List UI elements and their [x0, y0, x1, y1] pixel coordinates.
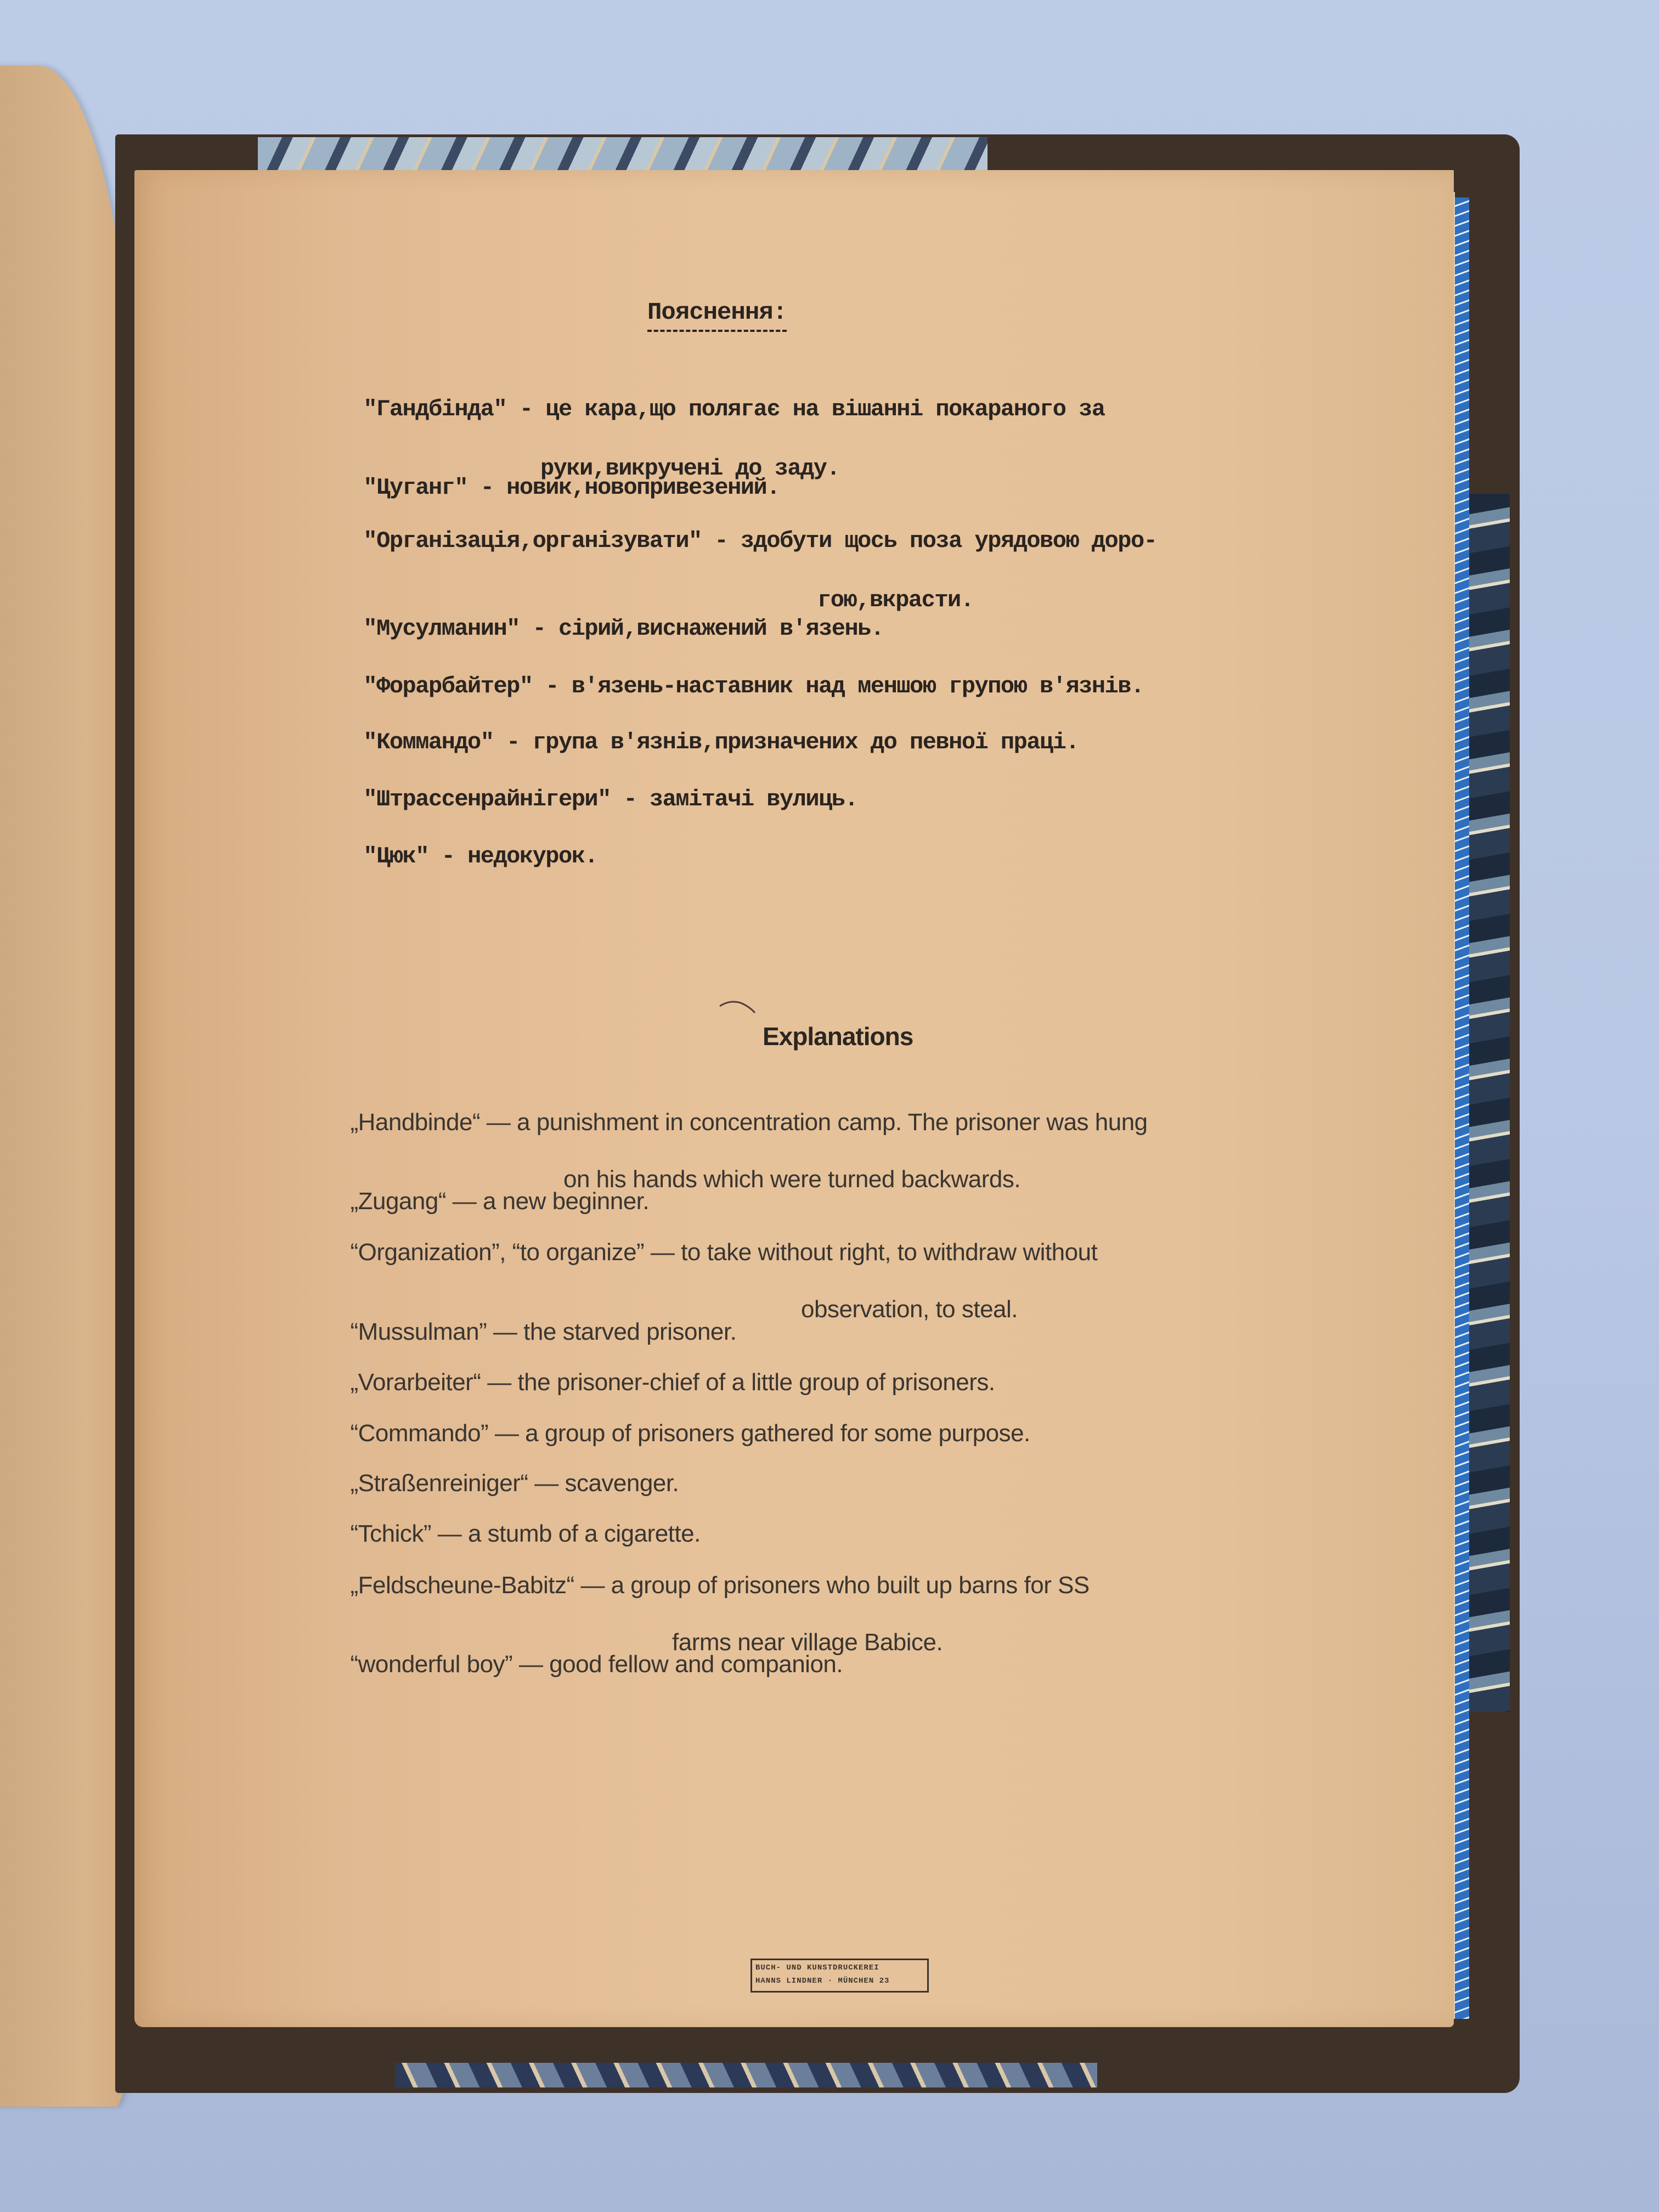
entry-definition: - в'язень-наставник над меншою групою в'язнів. [532, 673, 1144, 699]
entry-term: „Vorarbeiter“ [350, 1369, 481, 1396]
entry-definition: — a punishment in concentration camp. The prisoner was hung [480, 1109, 1148, 1136]
ua-entry-zugang [337, 443, 780, 503]
entry-term: „Feldscheune-Babitz“ [350, 1572, 574, 1599]
ua-entry-commando [337, 698, 1079, 757]
entry-term: “wonderful boy” [350, 1651, 513, 1678]
entry-definition: - група в'язнів,призначених до певної праці. [493, 729, 1079, 755]
ua-entry-vorarbeiter [337, 642, 1144, 701]
ua-entry-tchick [337, 812, 597, 871]
ua-entry-strassenreiniger [337, 755, 857, 814]
entry-term: “Commando” [350, 1420, 489, 1447]
entry-definition: — a group of prisoners gathered for some purpose. [488, 1420, 1030, 1447]
entry-definition: — the starved prisoner. [487, 1318, 737, 1345]
entry-term: "Форарбайтер" [363, 673, 533, 699]
stamp-line-1: BUCH- UND KUNSTDRUCKEREI [755, 1963, 879, 1972]
entry-definition: - замітачі вулиць. [610, 786, 858, 812]
entry-term: „Straßenreiniger“ [350, 1470, 528, 1497]
entry-continuation: гою,вкрасти. [817, 587, 974, 613]
entry-term: „Handbinde“ [350, 1109, 481, 1136]
en-entry-mussulman [337, 1289, 736, 1346]
entry-definition: - недокурок. [428, 843, 598, 870]
entry-term: “Mussulman” [350, 1318, 487, 1345]
entry-term: "Коммандо" [363, 729, 494, 755]
entry-definition: - новик,новопривезений. [467, 475, 780, 501]
entry-continuation: руки,викручені до заду. [540, 455, 840, 482]
entry-definition: - здобути щось поза урядовою доро- [701, 528, 1157, 554]
en-entry-commando [337, 1391, 1030, 1448]
entry-definition: - сірий,виснажений в'язень. [519, 616, 884, 642]
entry-definition: — the prisoner-chief of a little group of prisoners. [481, 1369, 995, 1396]
marbled-paper-bottom [395, 2063, 1097, 2087]
entry-continuation: on his hands which were turned backwards. [563, 1166, 1021, 1193]
entry-definition: - це кара,що полягає на вішанні покараного за [506, 396, 1105, 422]
blue-page-edge-strip [1454, 198, 1469, 2019]
en-entry-wonderful-boy [337, 1622, 843, 1679]
entry-definition: — scavenger. [528, 1470, 679, 1497]
en-entry-tchick [337, 1491, 701, 1548]
entry-definition: — a stumb of a cigarette. [431, 1520, 701, 1547]
entry-continuation: farms near village Babice. [672, 1629, 943, 1656]
entry-term: "Цюк" [363, 843, 428, 870]
en-entry-strassenreiniger [337, 1441, 679, 1498]
entry-term: "Штрассенрайнігери" [363, 786, 611, 812]
en-entry-vorarbeiter [337, 1340, 995, 1397]
entry-term: "Організація,організувати" [363, 528, 702, 554]
ua-entry-mussulman [337, 584, 884, 644]
english-section-title: Explanations [763, 1022, 913, 1051]
entry-term: "Цуганг" [363, 475, 468, 501]
entry-term: “Tchick” [350, 1520, 432, 1547]
entry-definition: — good fellow and companion. [512, 1651, 843, 1678]
ukrainian-section-title: Пояснення: [647, 299, 787, 332]
entry-definition: — to take without right, to withdraw without [644, 1239, 1098, 1266]
entry-term: "Мусулманин" [363, 616, 520, 642]
entry-term: “Organization”, “to organize” [350, 1239, 645, 1266]
entry-definition: — a group of prisoners who built up barns for SS [574, 1572, 1090, 1599]
pencil-mark-icon [719, 998, 757, 1015]
entry-term: „Zugang“ [350, 1188, 446, 1215]
entry-term: "Гандбінда" [363, 396, 507, 422]
en-entry-zugang [337, 1159, 649, 1216]
entry-definition: — a new beginner. [446, 1188, 650, 1215]
printer-stamp [751, 1959, 929, 1993]
entry-continuation: observation, to steal. [801, 1296, 1018, 1323]
stamp-line-2: HANNS LINDNER · MÜNCHEN 23 [755, 1977, 890, 1985]
